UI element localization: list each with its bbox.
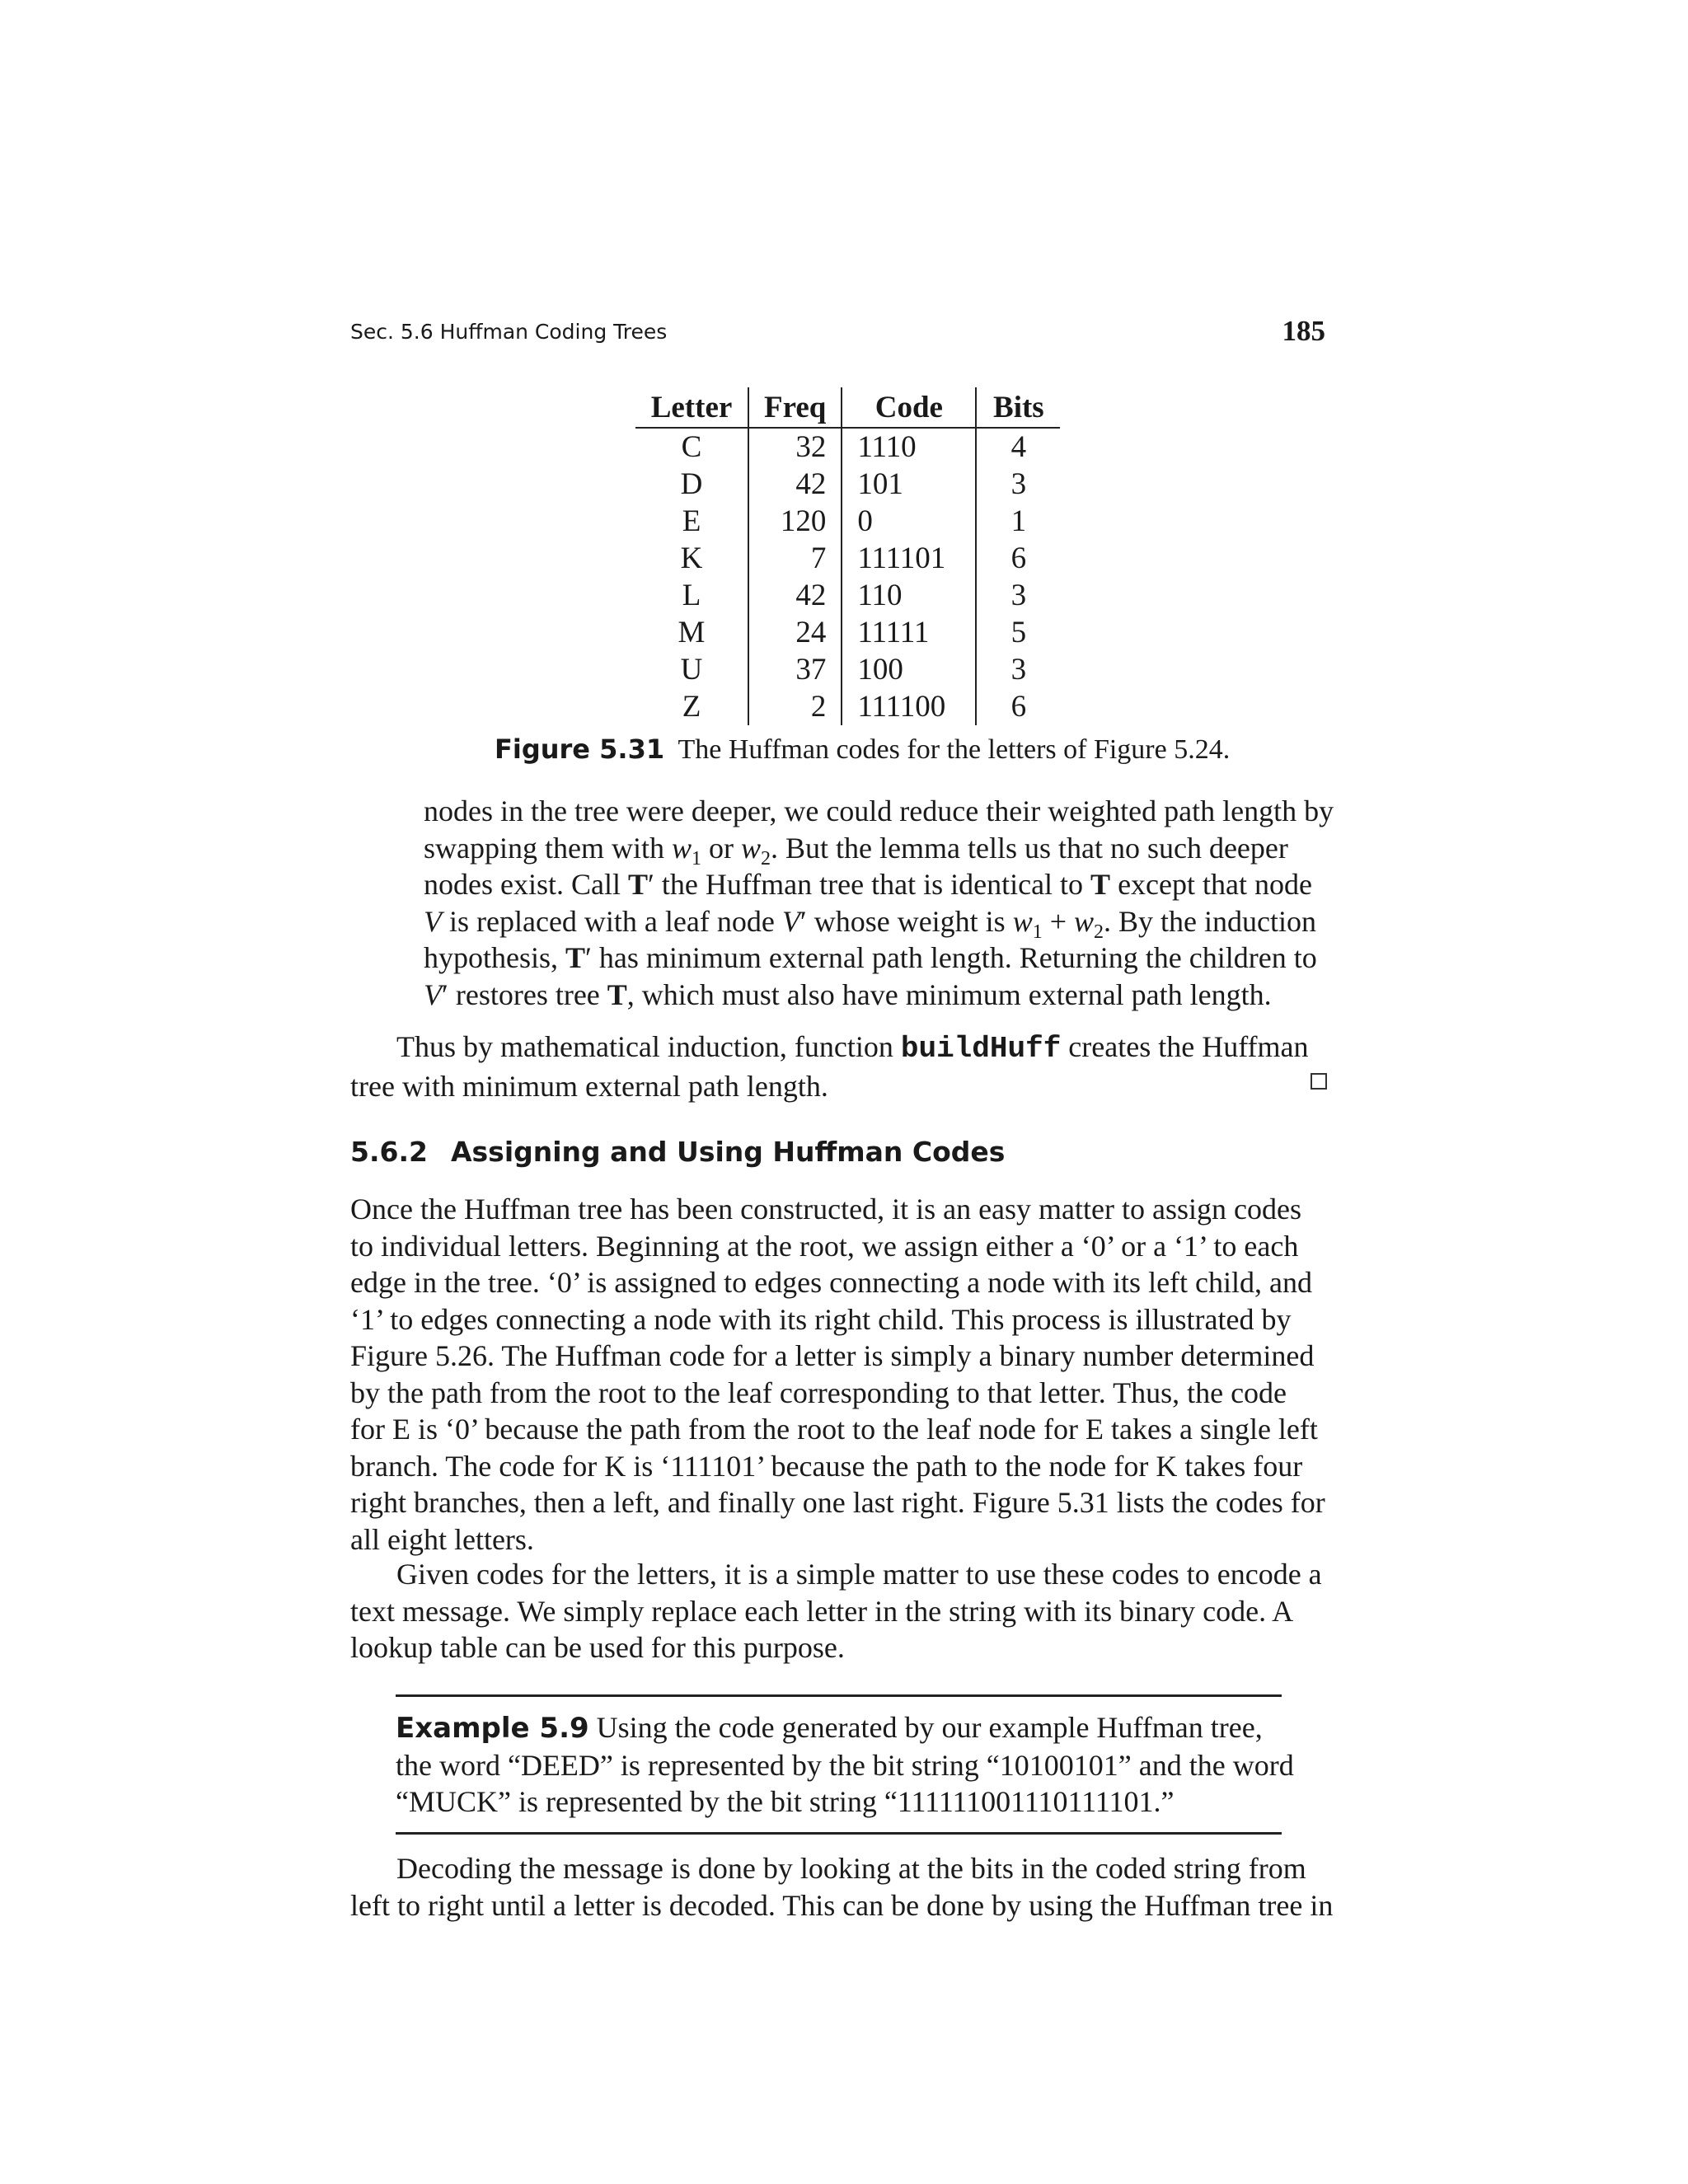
cell-code: 110 [842, 577, 976, 614]
code-buildhuff: buildHuff [900, 1032, 1062, 1066]
text-line: edge in the tree. ‘0’ is assigned to edges connecting a node with its left child, and [350, 1266, 1312, 1299]
text-line: hypothesis, T′ has minimum external path length. Returning the children to [424, 941, 1317, 974]
text-line: to individual letters. Beginning at the root, we assign either a ‘0’ or a ‘1’ to each [350, 1229, 1299, 1263]
text-line: Example 5.9 Using the code generated by our example Huffman tree, [396, 1711, 1263, 1745]
example-box [396, 1694, 1294, 1835]
table-row [635, 540, 1060, 577]
cell-bits: 1 [976, 503, 1060, 540]
text-line: ‘1’ to edges connecting a node with its right child. This process is illustrated by [350, 1302, 1292, 1336]
cell-freq: 42 [748, 466, 842, 503]
text-line: Decoding the message is done by looking at the bits in the coded string from [396, 1852, 1306, 1885]
text-line: by the path from the root to the leaf corresponding to that letter. Thus, the code [350, 1376, 1287, 1409]
header-code: Code [842, 387, 976, 428]
page-number: 185 [1282, 315, 1325, 347]
qed-box-icon [1311, 1073, 1327, 1090]
table-row [635, 651, 1060, 688]
cell-code: 100 [842, 651, 976, 688]
body-paragraph [350, 1850, 1334, 1924]
text-line: Figure 5.26. The Huffman code for a letter is simply a binary number determined [350, 1339, 1315, 1372]
text-line: V is replaced with a leaf node V′ whose weight is $w_1 + w_2$. By the induction [424, 904, 1317, 943]
cell-freq: 120 [748, 503, 842, 540]
cell-bits: 3 [976, 466, 1060, 503]
section-number: 5.6.2 [350, 1136, 428, 1168]
cell-bits: 6 [976, 540, 1060, 577]
text-line: nodes in the tree were deeper, we could reduce their weighted path length by [424, 794, 1334, 827]
cell-bits: 6 [976, 688, 1060, 725]
table-row [635, 466, 1060, 503]
text-line: V′ restores tree T, which must also have minimum external path length. [424, 977, 1272, 1011]
cell-bits: 3 [976, 577, 1060, 614]
cell-bits: 5 [976, 614, 1060, 651]
header-bits: Bits [976, 387, 1060, 428]
cell-letter: M [678, 616, 706, 649]
table-header-row [635, 387, 1060, 428]
cell-letter: D [680, 467, 703, 501]
text-line: tree with minimum external path length. [350, 1069, 828, 1103]
cell-bits: 3 [976, 651, 1060, 688]
cell-freq: 32 [748, 428, 842, 466]
body-paragraph [350, 1191, 1327, 1558]
section-title: Assigning and Using Huffman Codes [451, 1136, 1006, 1168]
cell-code: 111100 [842, 688, 976, 725]
text-line: branch. The code for K is ‘111101’ because the path to the node for K takes four [350, 1449, 1303, 1483]
table-row [635, 688, 1060, 725]
example-label: Example 5.9 [396, 1712, 589, 1745]
figure-caption [495, 733, 1236, 766]
table-row [635, 577, 1060, 614]
text-line: Thus by mathematical induction, function buildHuff creates the Huffman [396, 1030, 1309, 1066]
cell-freq: 24 [748, 614, 842, 651]
table-row [635, 428, 1060, 466]
text-line: lookup table can be used for this purpose. [350, 1631, 845, 1664]
header-letter: Letter [635, 387, 748, 428]
cell-letter: U [680, 653, 703, 687]
figure-caption-text: The Huffman codes for the letters of Figure 5.24. [678, 734, 1231, 765]
running-head: Sec. 5.6 Huffman Coding Trees [350, 320, 668, 344]
cell-code: 11111 [842, 614, 976, 651]
text-line: all eight letters. [350, 1522, 534, 1556]
text-line: text message. We simply replace each letter in the string with its binary code. A [350, 1594, 1294, 1628]
text-line: swapping them with $w_1$ or $w_2$. But the lemma tells us that no such deeper [424, 831, 1288, 869]
text-line: Once the Huffman tree has been constructed, it is an easy matter to assign codes [350, 1193, 1301, 1226]
huffman-code-table [635, 387, 1060, 725]
cell-letter: Z [682, 690, 701, 724]
table-row [635, 614, 1060, 651]
text-line: Given codes for the letters, it is a simple matter to use these codes to encode a [396, 1558, 1322, 1591]
cell-freq: 2 [748, 688, 842, 725]
text-line: the word “DEED” is represented by the bit string “10100101” and the word [396, 1748, 1294, 1782]
cell-letter: E [682, 504, 701, 538]
text-line: nodes exist. Call T′ the Huffman tree that is identical to T except that node [424, 868, 1312, 901]
text-line: right branches, then a left, and finally one last right. Figure 5.31 lists the codes for [350, 1486, 1325, 1519]
proof-paragraph [424, 793, 1334, 1013]
section-heading [350, 1136, 1005, 1168]
cell-freq: 7 [748, 540, 842, 577]
cell-code: 1110 [842, 428, 976, 466]
cell-letter: C [681, 430, 702, 464]
cell-code: 111101 [842, 540, 976, 577]
header-freq: Freq [748, 387, 842, 428]
text-line: for E is ‘0’ because the path from the root to the leaf node for E takes a single left [350, 1413, 1318, 1446]
cell-bits: 4 [976, 428, 1060, 466]
conclusion-paragraph [350, 1029, 1327, 1104]
cell-letter: L [682, 579, 701, 612]
cell-code: 0 [842, 503, 976, 540]
figure-label: Figure 5.31 [495, 733, 665, 765]
cell-code: 101 [842, 466, 976, 503]
cell-freq: 37 [748, 651, 842, 688]
cell-letter: K [680, 541, 703, 575]
cell-freq: 42 [748, 577, 842, 614]
body-paragraph [350, 1556, 1327, 1666]
text-line: “MUCK” is represented by the bit string “111111001110111101.” [396, 1785, 1175, 1818]
text-line: left to right until a letter is decoded. This can be done by using the Huffman tree in [350, 1888, 1334, 1922]
table-row [635, 503, 1060, 540]
